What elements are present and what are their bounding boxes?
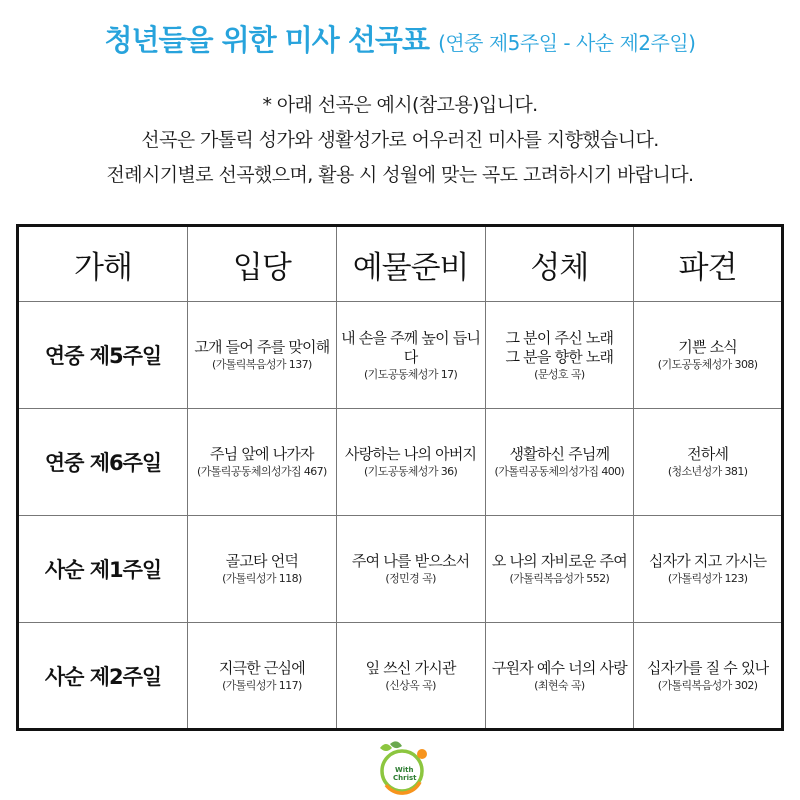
song-title: 십자가를 질 수 있나: [646, 658, 769, 677]
song-title: 전하세: [687, 445, 729, 463]
song-cell: [336, 516, 485, 623]
song-title: 주님 앞에 나가자: [209, 445, 314, 463]
song-cell: [634, 409, 783, 516]
table-header-row: [18, 226, 783, 302]
song-title: 골고타 언덕: [225, 552, 299, 570]
song-source: (문성호 곡): [534, 367, 585, 381]
week-label: 사순 제2주일: [18, 623, 188, 730]
song-title: 고개 들어 주를 맞이해: [194, 338, 330, 356]
logo-text-christ: Christ: [393, 774, 417, 782]
intro-text: [0, 88, 800, 193]
with-christ-logo-icon: [368, 738, 432, 796]
logo-leaf-right: [390, 741, 402, 748]
song-title: 내 손을 주께 높이 듭니다: [341, 328, 481, 366]
header-dismissal: 파견: [634, 226, 783, 302]
logo-text-with: With: [395, 766, 414, 774]
song-source: (신상옥 곡): [385, 678, 436, 692]
song-cell: [336, 302, 485, 409]
week-label: 연중 제5주일: [18, 302, 188, 409]
song-title: 지극한 근심에: [218, 658, 305, 677]
intro-line-2: 선곡은 가톨릭 성가와 생활성가로 어우러진 미사를 지향했습니다.: [141, 129, 659, 151]
intro-line-1: * 아래 선곡은 예시(참고용)입니다.: [262, 94, 538, 116]
song-cell: [485, 409, 634, 516]
logo-orange-dot: [417, 749, 427, 759]
song-source: (최현숙 곡): [534, 678, 585, 692]
week-label: 연중 제6주일: [18, 409, 188, 516]
table-row: [18, 302, 783, 409]
song-source: (가톨릭성가 123): [667, 572, 748, 585]
table-row: [18, 623, 783, 730]
song-cell: [485, 623, 634, 730]
header-offertory: 예물준비: [336, 226, 485, 302]
page-header: [0, 18, 800, 59]
song-title: 생활하신 주님께: [509, 445, 610, 463]
song-cell: [188, 516, 337, 623]
header-year-cycle: 가해: [18, 226, 188, 302]
song-source: (가톨릭복음성가 302): [657, 678, 758, 692]
song-title: 그 분이 주신 노래: [505, 328, 614, 347]
song-title: 주여 나를 받으소서: [351, 552, 470, 570]
song-source: (가톨릭복음성가 552): [509, 572, 610, 585]
song-source: (청소년성가 381): [667, 465, 748, 478]
song-cell: [188, 409, 337, 516]
song-source: (가톨릭복음성가 137): [212, 358, 312, 371]
song-cell: [336, 623, 485, 730]
song-schedule-table: [16, 224, 784, 731]
song-title: 오 나의 자비로운 주여: [491, 552, 627, 570]
song-title-second-line: 그 분을 향한 노래: [505, 347, 614, 366]
table-row: [18, 516, 783, 623]
song-cell: [336, 409, 485, 516]
intro-line-3: 전례시기별로 선곡했으며, 활용 시 성월에 맞는 곡도 고려하시기 바랍니다.: [106, 164, 694, 186]
page-subtitle: (연중 제5주일 - 사순 제2주일): [438, 31, 696, 55]
song-source: (가톨릭공동체의성가집 400): [494, 465, 625, 478]
header-entrance: 입당: [188, 226, 337, 302]
song-title: 잎 쓰신 가시관: [365, 658, 456, 677]
song-source: (가톨릭공동체의성가집 467): [197, 465, 327, 478]
song-source: (정민경 곡): [385, 572, 436, 585]
song-title: 구원자 예수 너의 사랑: [491, 658, 627, 677]
song-cell: [634, 623, 783, 730]
song-source: (가톨릭성가 117): [222, 678, 302, 692]
song-cell: [485, 516, 634, 623]
song-cell: [188, 302, 337, 409]
song-title: 십자가 지고 가시는: [648, 552, 767, 570]
page-title: 청년들을 위한 미사 선곡표: [104, 23, 429, 57]
song-title: 사랑하는 나의 아버지: [345, 445, 477, 463]
song-source: (기도공동체성가 17): [363, 367, 458, 381]
song-source: (가톨릭성가 118): [222, 572, 302, 585]
logo-leaf-left: [380, 744, 392, 751]
song-cell: [634, 516, 783, 623]
song-source: (기도공동체성가 36): [363, 465, 458, 478]
song-source: (기도공동체성가 308): [657, 358, 758, 371]
week-label: 사순 제1주일: [18, 516, 188, 623]
header-communion: 성체: [485, 226, 634, 302]
song-cell: [188, 623, 337, 730]
with-christ-logo: [368, 738, 432, 796]
song-cell: [634, 302, 783, 409]
song-cell: [485, 302, 634, 409]
table-row: [18, 409, 783, 516]
song-title: 기쁜 소식: [678, 338, 737, 356]
